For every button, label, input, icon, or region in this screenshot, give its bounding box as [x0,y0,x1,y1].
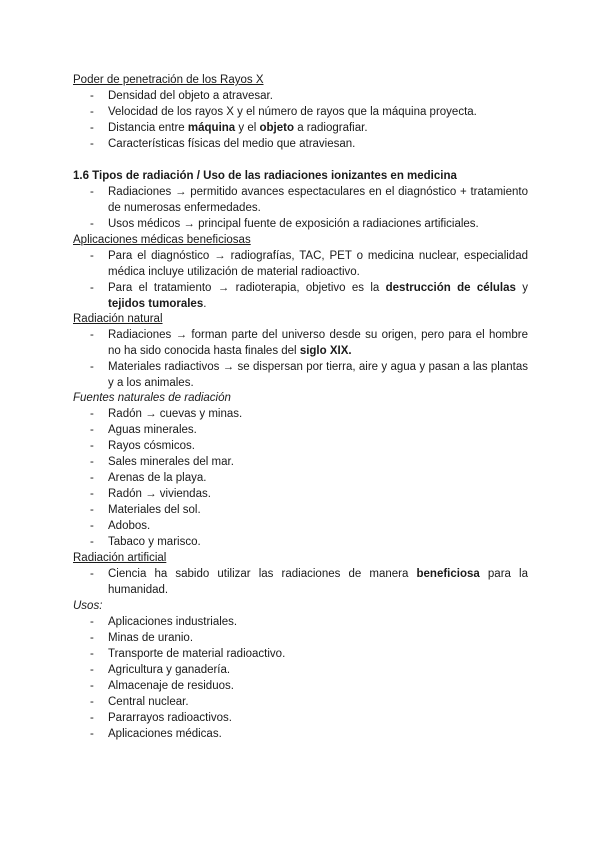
bullet-list [73,614,528,742]
list-item: - Pararrayos radioactivos. [73,710,528,726]
list-item: - Aguas minerales. [73,422,528,438]
section-radiacion-artificial [73,550,528,598]
list-item: - Radón → cuevas y minas. [73,406,528,422]
section-heading: Usos: [73,600,103,612]
bullet-list [73,248,528,312]
list-item: - Adobos. [73,518,528,534]
list-item: - Arenas de la playa. [73,470,528,486]
section-heading: 1.6 Tipos de radiación / Uso de las radiaciones ionizantes en medicina [73,170,457,182]
list-item: - Aplicaciones industriales. [73,614,528,630]
section-heading: Fuentes naturales de radiación [73,392,231,404]
section-heading: Aplicaciones médicas beneficiosas [73,234,251,246]
list-item: - Aplicaciones médicas. [73,726,528,742]
list-item: - Sales minerales del mar. [73,454,528,470]
list-item: - Materiales del sol. [73,502,528,518]
list-item: - Materiales radiactivos → se dispersan por tierra, aire y agua y pasan a las plantas y a los animales. [73,359,528,391]
section-heading: Radiación natural [73,313,163,325]
bullet-list [73,88,528,152]
list-item: - Para el diagnóstico → radiografías, TAC, PET o medicina nuclear, especialidad médica incluye utilización de material radioactivo. [73,248,528,280]
section-heading: Poder de penetración de los Rayos X [73,74,264,86]
bullet-list [73,566,528,598]
list-item: - Minas de uranio. [73,630,528,646]
list-item: - Velocidad de los rayos X y el número de rayos que la máquina proyecta. [73,104,528,120]
list-item: - Rayos cósmicos. [73,438,528,454]
list-item: - Agricultura y ganadería. [73,662,528,678]
section-tipos-radiacion [73,168,528,232]
bullet-list [73,327,528,391]
list-item: - Radiaciones → forman parte del universo desde su origen, pero para el hombre no ha sido conocida hasta finales del siglo XIX. [73,327,528,359]
list-item: - Almacenaje de residuos. [73,678,528,694]
section-heading: Radiación artificial [73,552,167,564]
list-item: - Tabaco y marisco. [73,534,528,550]
list-item: - Ciencia ha sabido utilizar las radiaciones de manera beneficiosa para la humanidad. [73,566,528,598]
bullet-list [73,184,528,232]
list-item: - Transporte de material radioactivo. [73,646,528,662]
list-item: - Usos médicos → principal fuente de exposición a radiaciones artificiales. [73,216,528,232]
section-radiacion-natural [73,311,528,391]
list-item: - Radón → viviendas. [73,486,528,502]
list-item: - Distancia entre máquina y el objeto a radiografiar. [73,120,528,136]
section-fuentes-naturales [73,390,528,550]
section-usos [73,598,528,742]
list-item: - Características físicas del medio que atraviesan. [73,136,528,152]
section-penetracion [73,72,528,152]
bullet-list [73,406,528,550]
list-item: - Para el tratamiento → radioterapia, objetivo es la destrucción de células y tejidos tumorales. [73,280,528,312]
list-item: - Densidad del objeto a atravesar. [73,88,528,104]
list-item: - Radiaciones → permitido avances espectaculares en el diagnóstico + tratamiento de numerosas enfermedades. [73,184,528,216]
section-aplicaciones-medicas [73,232,528,312]
list-item: - Central nuclear. [73,694,528,710]
